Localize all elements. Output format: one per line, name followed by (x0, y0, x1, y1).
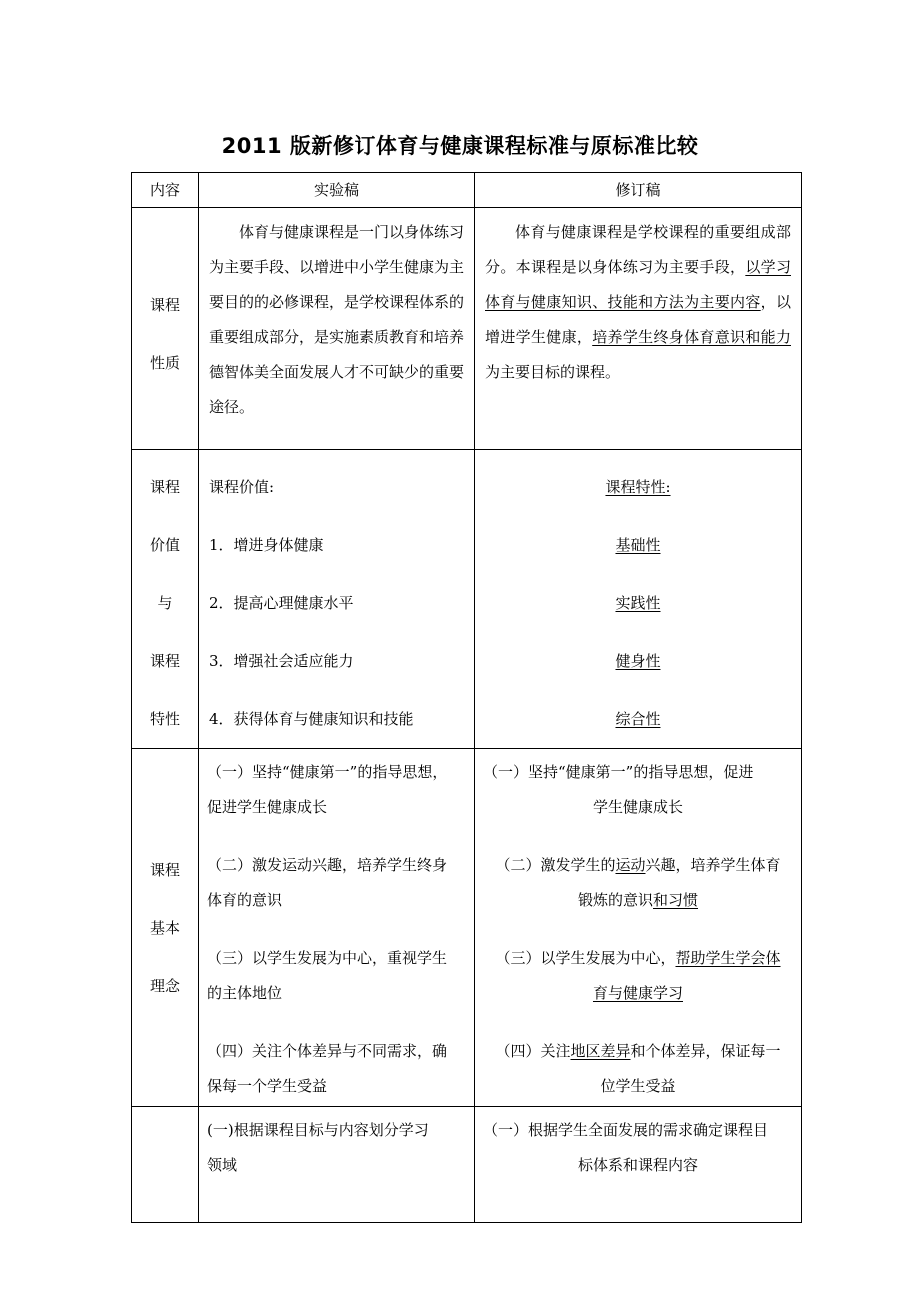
principle-line: 学生健康成长 (592, 798, 683, 816)
principle-line (483, 883, 793, 918)
label-line: 课程 (149, 478, 180, 496)
list-item (485, 632, 791, 690)
label-course-nature (132, 208, 199, 450)
principle-line: 的主体地位 (207, 984, 283, 1002)
principle-line: 体育的意识 (207, 891, 283, 909)
label-line: 课程 (149, 860, 180, 879)
header-experimental: 实验稿 (199, 173, 475, 208)
text-span: （四）关注 (495, 1042, 571, 1060)
label-basic-principles (132, 749, 199, 1107)
row-design-approach (132, 1107, 802, 1223)
principle-line: 位学生受益 (600, 1077, 676, 1095)
list-item: 1．增进身体健康 (209, 536, 324, 554)
design-line: 领域 (207, 1156, 238, 1174)
nature-revised-cell (475, 208, 802, 450)
row-value-characteristics (132, 450, 802, 749)
label-design-approach (132, 1107, 199, 1223)
value-experimental-cell (199, 450, 475, 749)
text-span: 锻炼的意识 (577, 891, 653, 909)
header-row (132, 173, 802, 208)
label-line: 性质 (149, 353, 180, 372)
underlined-change: 和习惯 (653, 891, 699, 909)
text-span: 兴趣，培养学生体育 (645, 856, 781, 874)
design-line: (一)根据课程目标与内容划分学习 (207, 1121, 429, 1139)
list-item (485, 516, 791, 574)
principle-line (483, 941, 793, 976)
principles-revised-cell (475, 749, 802, 1107)
principle-line: （三）以学生发展为中心，重视学生 (207, 949, 448, 967)
principle-line (483, 976, 793, 1011)
text-span: 体育与健康课程是学校课程的重要组成部分。本课程是以身体练习为主要手段， (485, 223, 791, 276)
value-list (199, 450, 474, 748)
header-content: 内容 (132, 173, 199, 208)
label-line: 与 (157, 594, 173, 612)
principle-line: （一）坚持“健康第一”的指导思想，促进 (483, 763, 754, 781)
label-line: 课程 (149, 652, 180, 670)
list-item: 3．增强社会适应能力 (209, 652, 354, 670)
text-span: 为主要目标的课程。 (485, 363, 621, 381)
label-line: 理念 (149, 976, 180, 995)
principle-line (483, 1034, 793, 1069)
principles-experimental (199, 749, 474, 1104)
underlined-change: 综合性 (615, 710, 661, 728)
row-basic-principles (132, 749, 802, 1107)
principle-line (483, 848, 793, 883)
underlined-change: 课程特性: (605, 478, 671, 496)
principle-line: （四）关注个体差异与不同需求，确 (207, 1042, 448, 1060)
underlined-change: 健身性 (615, 652, 661, 670)
nature-experimental-cell (199, 208, 475, 450)
list-item (485, 574, 791, 632)
row-course-nature (132, 208, 802, 450)
underlined-change: 育与健康学习 (592, 984, 683, 1002)
text-span: （三）以学生发展为中心， (495, 949, 676, 967)
comparison-table (131, 172, 802, 1223)
value-revised-cell (475, 450, 802, 749)
design-line: 标体系和课程内容 (577, 1156, 698, 1174)
list-item: 4．获得体育与健康知识和技能 (209, 710, 414, 728)
principles-revised (475, 749, 801, 1104)
label-line: 价值 (149, 536, 180, 554)
label-line: 特性 (149, 710, 180, 728)
text-span: ，以增进学生健康， (485, 293, 791, 346)
design-experimental-cell (199, 1107, 475, 1223)
underlined-change: 以学习体育与健康知识、技能和方法为主要内容 (485, 258, 791, 311)
principles-experimental-cell (199, 749, 475, 1107)
underlined-change: 地区差异 (570, 1042, 631, 1060)
nature-revised-text (475, 208, 801, 390)
label-line: 基本 (149, 918, 180, 937)
underlined-change: 基础性 (615, 536, 661, 554)
text-span: （二）激发学生的 (495, 856, 616, 874)
underlined-change: 培养学生终身体育意识和能力 (592, 328, 791, 346)
principle-line: （一）坚持“健康第一”的指导思想， (207, 763, 448, 781)
nature-experimental-text: 体育与健康课程是一门以身体练习为主要手段、以增进中小学生健康为主要目的的必修课程，是学校课程体系的重要组成部分，是实施素质教育和培养德智体美全面发展人才不可缺少的重要途径。 (209, 223, 465, 416)
underlined-change: 帮助学生学会体 (675, 949, 781, 967)
underlined-change: 运动 (615, 856, 646, 874)
design-revised (475, 1107, 801, 1183)
text-span: 和个体差异，保证每一 (630, 1042, 781, 1060)
label-value-characteristics (132, 450, 199, 749)
underlined-change: 实践性 (615, 594, 661, 612)
design-revised-cell (475, 1107, 802, 1223)
label-line: 课程 (149, 295, 180, 314)
list-item (485, 690, 791, 748)
principle-line: 促进学生健康成长 (207, 798, 328, 816)
page-title: 2011 版新修订体育与健康课程标准与原标准比较 (221, 134, 699, 158)
design-experimental (199, 1107, 474, 1183)
list-item: 2．提高心理健康水平 (209, 594, 354, 612)
design-line: （一）根据学生全面发展的需求确定课程目 (483, 1121, 769, 1139)
header-revised: 修订稿 (475, 173, 802, 208)
principle-line: 保每一个学生受益 (207, 1077, 328, 1095)
principle-line: （二）激发运动兴趣，培养学生终身 (207, 856, 448, 874)
characteristics-list (475, 450, 801, 748)
list-item (485, 458, 791, 516)
list-item: 课程价值: (209, 478, 275, 496)
